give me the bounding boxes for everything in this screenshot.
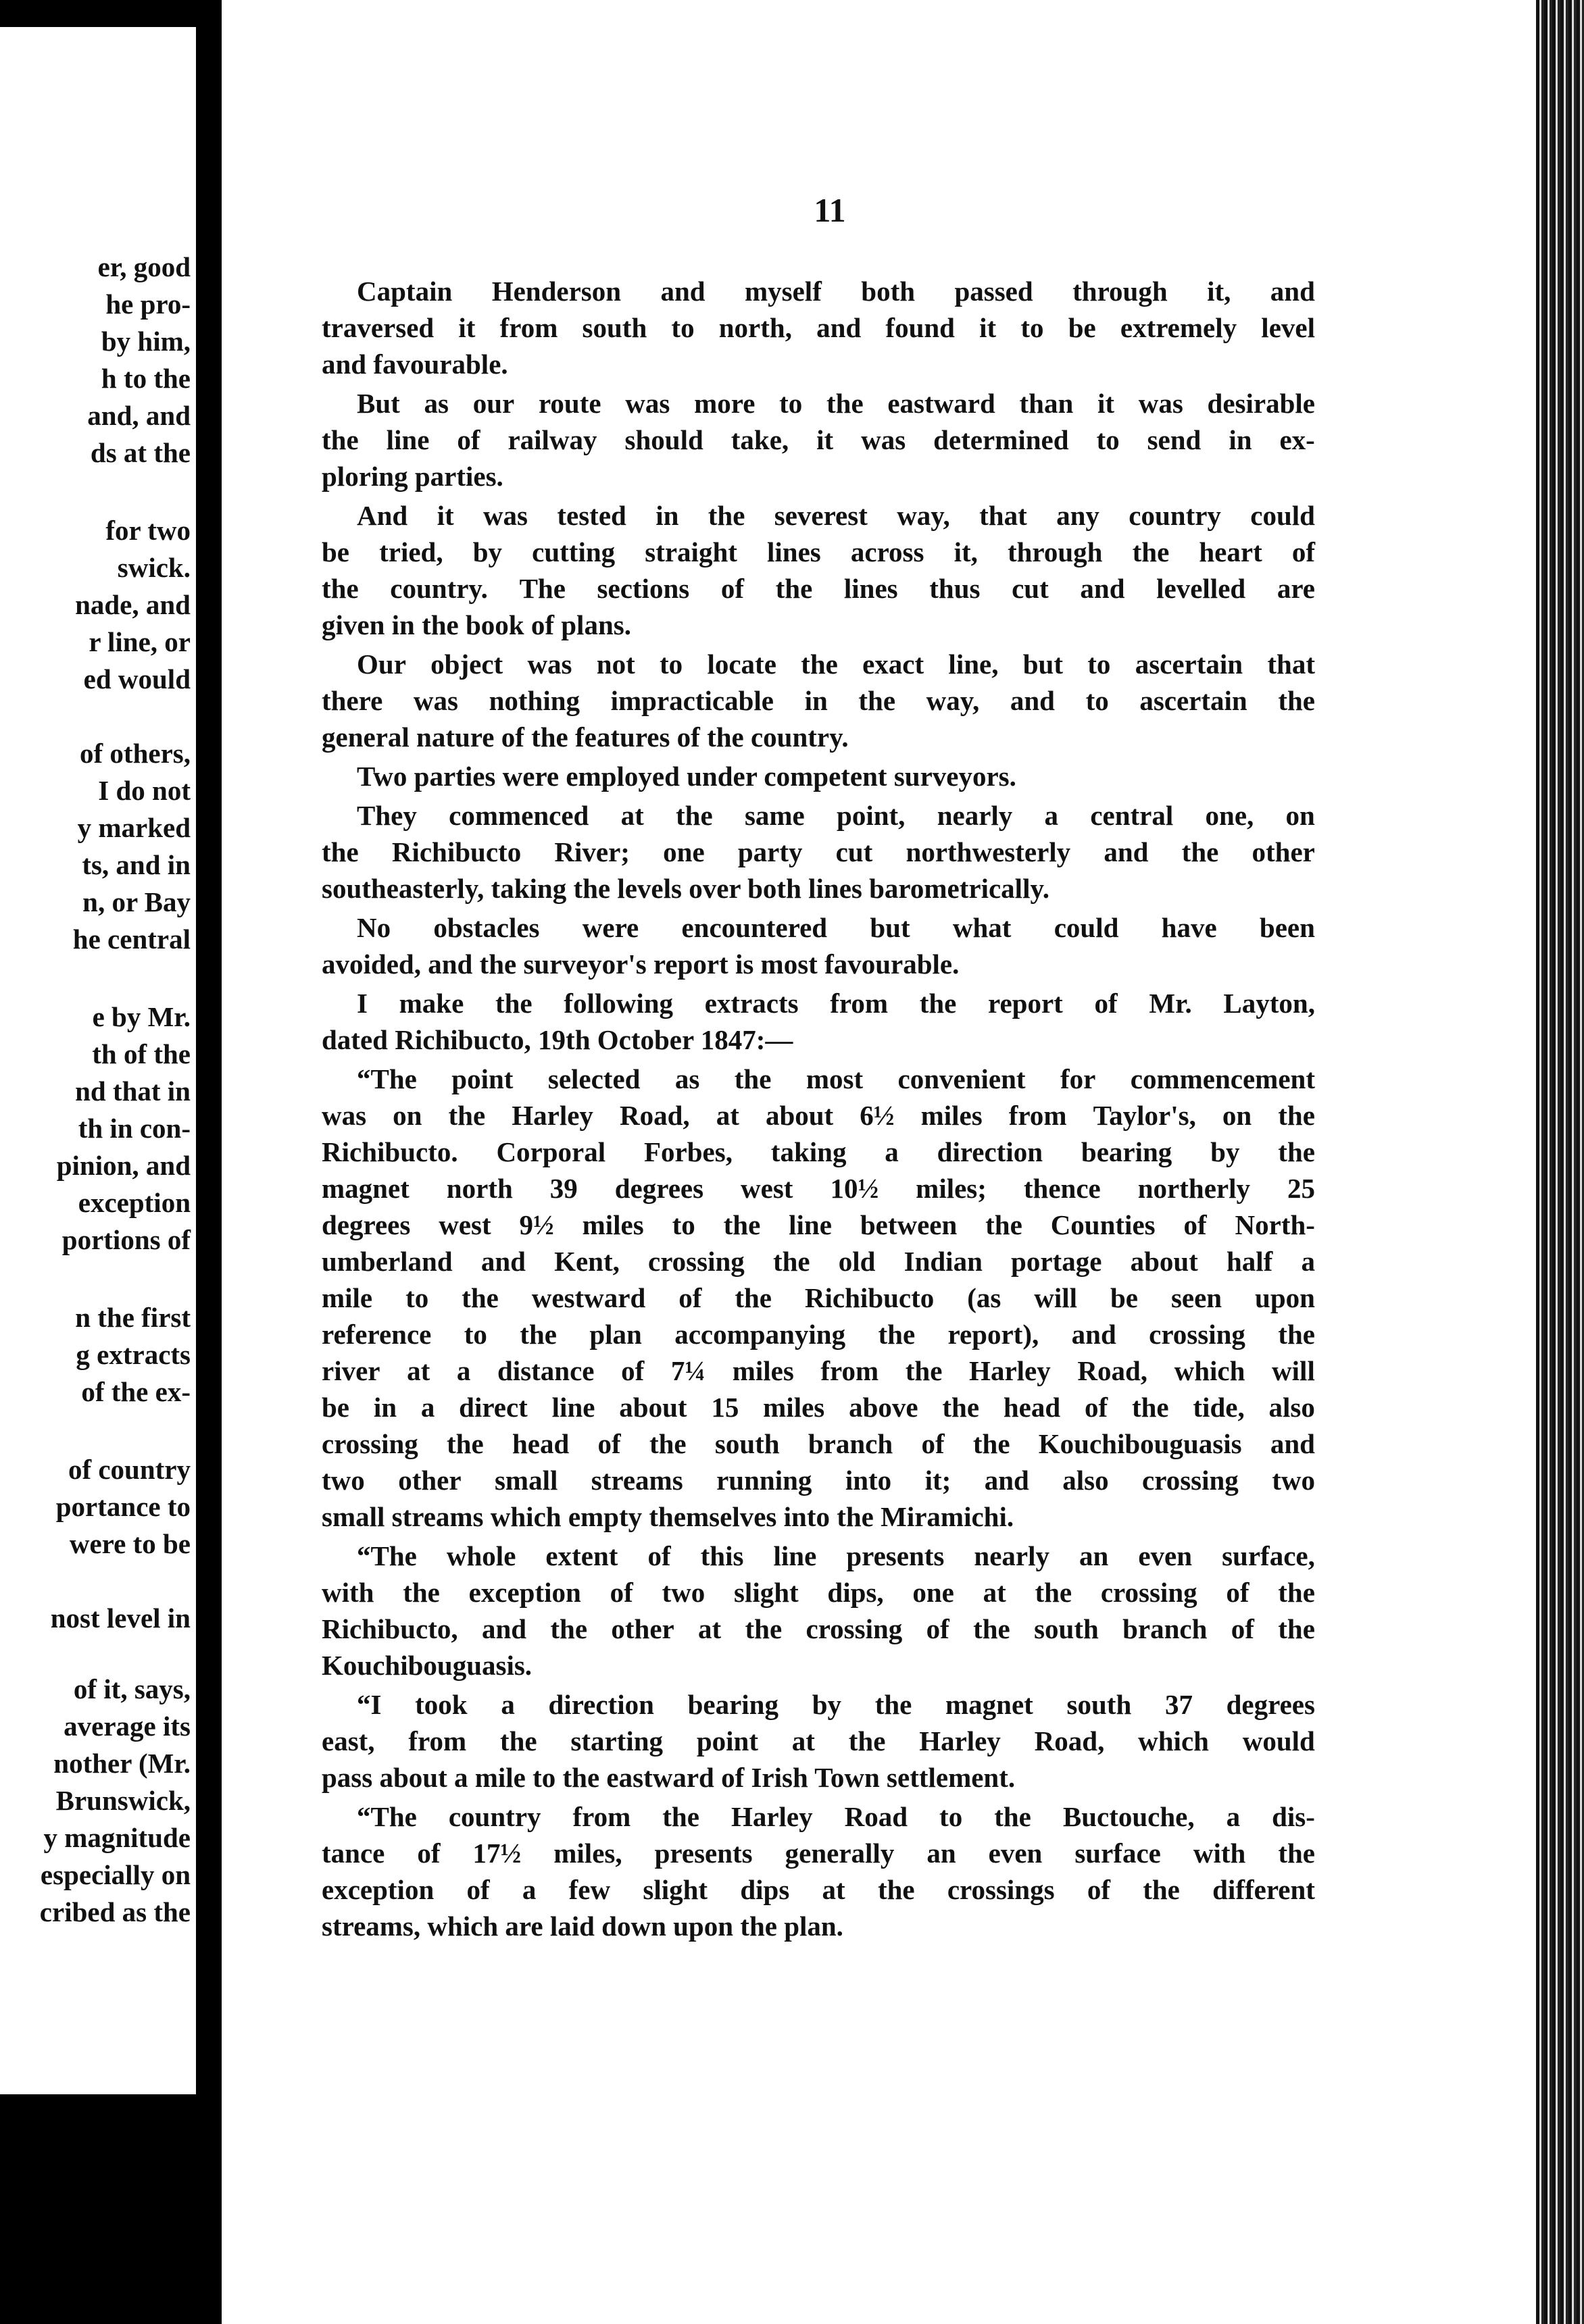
text-line: They commenced at the same point, nearly a central one, on xyxy=(357,800,1315,831)
text-line: “The point selected as the most convenient for commencement xyxy=(357,1063,1315,1094)
left-page-fragment: nd that in xyxy=(75,1076,191,1107)
text-line: “The whole extent of this line presents nearly an even surface, xyxy=(357,1540,1315,1571)
text-line: southeasterly, taking the levels over both lines barometrically. xyxy=(322,873,1049,904)
text-line: the line of railway should take, it was determined to send in ex- xyxy=(322,424,1315,455)
left-page-fragment: r line, or xyxy=(89,626,191,657)
left-page-fragment: of country xyxy=(68,1454,191,1485)
left-page-fragment: he central xyxy=(72,924,191,955)
left-page-fragment: y marked xyxy=(77,812,191,843)
left-page-fragment: nother (Mr. xyxy=(53,1748,191,1779)
left-page-fragment: by him, xyxy=(101,326,191,357)
left-page-fragment: especially on xyxy=(40,1859,191,1890)
text-line: Our object was not to locate the exact line, but to ascertain that xyxy=(357,649,1315,680)
body-text xyxy=(322,273,1315,1944)
left-page-fragment: exception xyxy=(78,1187,191,1218)
text-line: “I took a direction bearing by the magnet south 37 degrees xyxy=(357,1689,1315,1720)
left-page-fragment: of it, says, xyxy=(73,1673,191,1704)
text-line: pass about a mile to the eastward of Irish Town settlement. xyxy=(322,1762,1016,1793)
page-gutter xyxy=(196,0,222,2324)
left-page-fragment: average its xyxy=(64,1711,191,1742)
text-line: be in a direct line about 15 miles above the head of the tide, also xyxy=(322,1392,1315,1423)
left-page-fragment: I do not xyxy=(98,775,191,806)
text-line: tance of 17½ miles, presents generally an even surface with the xyxy=(322,1838,1315,1869)
text-line: Kouchibouguasis. xyxy=(322,1650,533,1681)
left-page-fragment: nost level in xyxy=(50,1602,191,1634)
text-line: Richibucto, and the other at the crossing of the south branch of the xyxy=(322,1613,1315,1644)
left-page-fragment: of the ex- xyxy=(81,1376,191,1407)
page xyxy=(222,0,1536,2324)
text-line: ploring parties. xyxy=(322,461,503,492)
left-page-fragment: ds at the xyxy=(90,437,191,468)
previous-page-strip xyxy=(0,27,196,2094)
left-page-fragment: th in con- xyxy=(78,1113,191,1144)
left-page-fragment: swick. xyxy=(117,552,191,583)
left-page-fragment: he pro- xyxy=(105,288,191,320)
left-page-fragment: portance to xyxy=(55,1491,191,1522)
text-line: river at a distance of 7¼ miles from the Harley Road, which will xyxy=(322,1355,1315,1386)
left-page-fragment: e by Mr. xyxy=(92,1001,191,1032)
left-page-fragment: ed would xyxy=(83,663,191,694)
text-line: exception of a few slight dips at the crossings of the different xyxy=(322,1874,1315,1905)
text-line: But as our route was more to the eastward than it was desirable xyxy=(357,388,1315,419)
text-line: magnet north 39 degrees west 10½ miles; thence northerly 25 xyxy=(322,1173,1315,1204)
page-number: 11 xyxy=(814,191,846,229)
text-line: be tried, by cutting straight lines across it, through the heart of xyxy=(322,536,1315,567)
left-page-fragment: g extracts xyxy=(76,1339,191,1370)
text-line: was on the Harley Road, at about 6½ miles from Taylor's, on the xyxy=(322,1100,1315,1131)
left-page-fragment: n, or Bay xyxy=(82,886,191,917)
left-page-fragment: ts, and in xyxy=(82,849,191,880)
page-edge xyxy=(1536,0,1584,2324)
text-line: two other small streams running into it; and also crossing two xyxy=(322,1465,1315,1496)
left-page-fragment: for two xyxy=(105,515,191,546)
text-line: the country. The sections of the lines thus cut and levelled are xyxy=(322,573,1315,604)
left-page-fragment: y magnitude xyxy=(43,1822,191,1853)
text-line: dated Richibucto, 19th October 1847:— xyxy=(322,1024,793,1055)
text-line: crossing the head of the south branch of the Kouchibouguasis and xyxy=(322,1428,1315,1459)
left-page-fragment: er, good xyxy=(97,251,191,282)
text-line: Two parties were employed under competent surveyors. xyxy=(357,761,1016,792)
text-line: I make the following extracts from the report of Mr. Layton, xyxy=(357,988,1315,1019)
left-page-fragment: Brunswick, xyxy=(55,1785,191,1816)
text-line: Richibucto. Corporal Forbes, taking a direction bearing by the xyxy=(322,1136,1315,1167)
text-line: No obstacles were encountered but what could have been xyxy=(357,912,1315,943)
text-line: “The country from the Harley Road to the Buctouche, a dis- xyxy=(357,1801,1315,1832)
left-page-fragment: of others, xyxy=(80,738,191,769)
text-line: and favourable. xyxy=(322,349,508,380)
text-line: general nature of the features of the country. xyxy=(322,722,849,753)
text-line: avoided, and the surveyor's report is most favourable. xyxy=(322,949,960,980)
left-page-fragment: th of the xyxy=(92,1038,191,1069)
left-page-fragment: nade, and xyxy=(75,589,191,620)
text-line: there was nothing impracticable in the way, and to ascertain the xyxy=(322,685,1315,716)
text-line: small streams which empty themselves into the Miramichi. xyxy=(322,1501,1014,1532)
text-line: given in the book of plans. xyxy=(322,609,631,640)
text-line: east, from the starting point at the Harley Road, which would xyxy=(322,1725,1315,1757)
left-page-fragment: cribed as the xyxy=(39,1896,191,1927)
left-page-fragment: portions of xyxy=(61,1224,191,1255)
text-line: umberland and Kent, crossing the old Indian portage about half a xyxy=(322,1246,1315,1277)
text-line: mile to the westward of the Richibucto (as will be seen upon xyxy=(322,1282,1315,1313)
text-line: traversed it from south to north, and found it to be extremely level xyxy=(322,312,1315,343)
text-line: with the exception of two slight dips, one at the crossing of the xyxy=(322,1577,1315,1608)
left-page-fragment: n the first xyxy=(75,1302,191,1333)
left-page-fragment: were to be xyxy=(69,1528,191,1559)
left-page-fragment: pinion, and xyxy=(56,1150,191,1181)
text-line: reference to the plan accompanying the report), and crossing the xyxy=(322,1319,1315,1350)
text-line: Captain Henderson and myself both passed through it, and xyxy=(357,276,1315,307)
left-page-fragment: and, and xyxy=(87,400,191,431)
left-page-fragment: h to the xyxy=(101,363,191,394)
text-line: And it was tested in the severest way, that any country could xyxy=(357,500,1315,531)
text-line: streams, which are laid down upon the plan. xyxy=(322,1911,843,1942)
text-line: the Richibucto River; one party cut northwesterly and the other xyxy=(322,836,1315,867)
text-line: degrees west 9½ miles to the line between the Counties of North- xyxy=(322,1209,1315,1240)
